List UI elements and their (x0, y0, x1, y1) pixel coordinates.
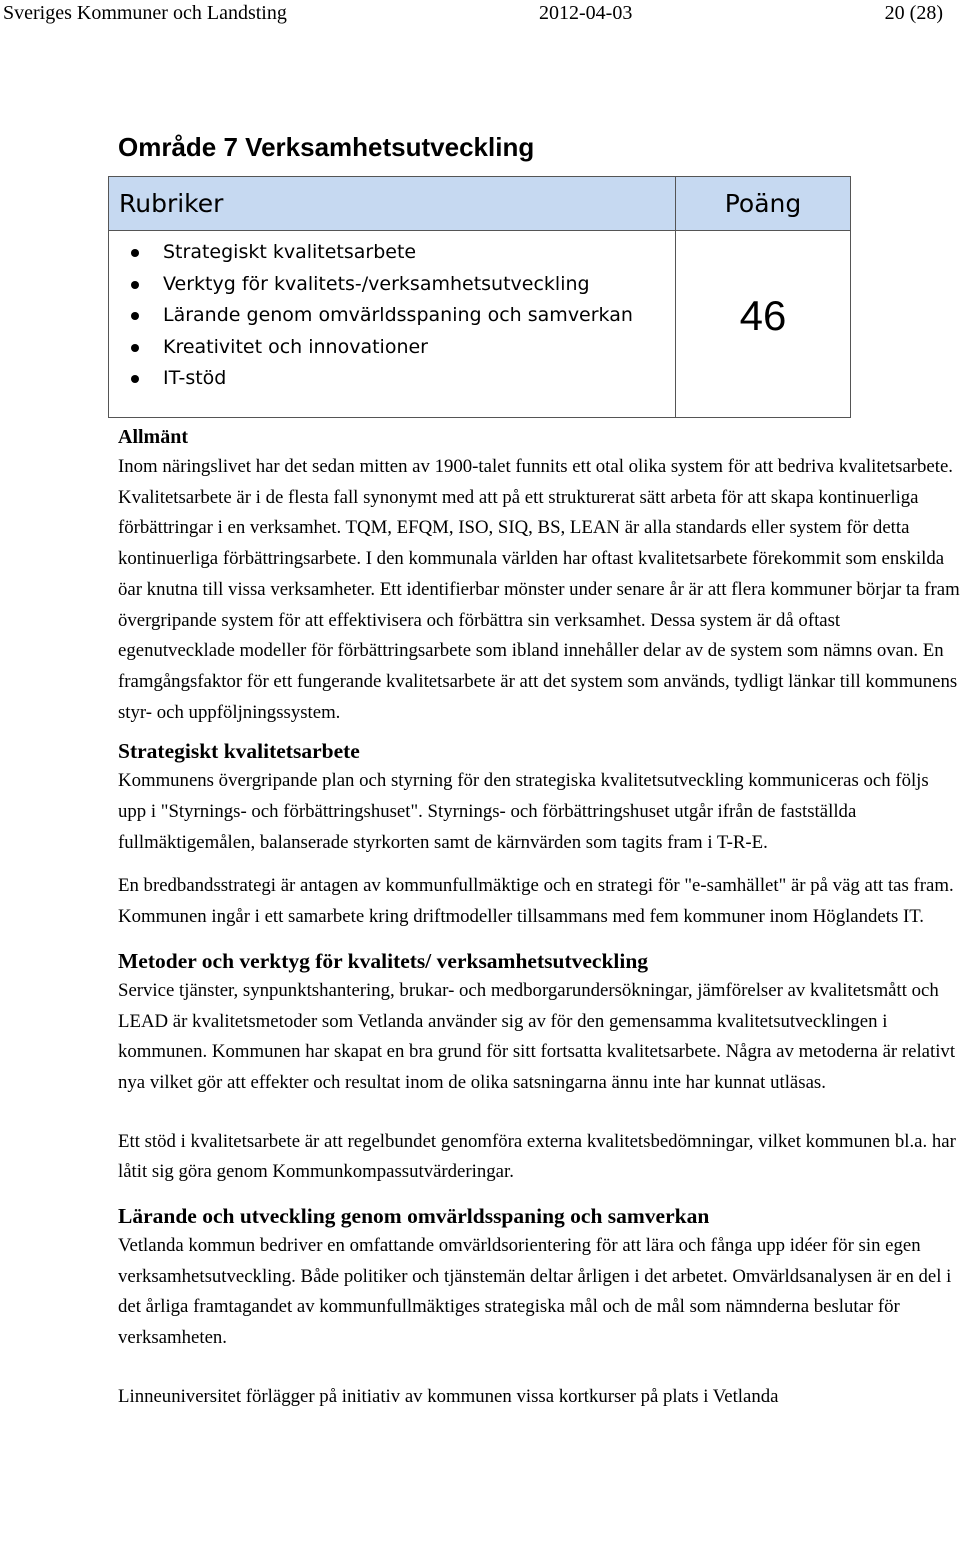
paragraph-strategiskt-2: En bredbandsstrategi är antagen av kommunfullmäktige och en strategi för "e-samhället" är på väg att tas fram. Kommunen ingår i ett samarbete kring driftmodeller tillsammans med fem kommuner inom Höglandets IT. (118, 875, 954, 928)
header-organization: Sveriges Kommuner och Landsting (3, 2, 287, 24)
heading-metoder: Metoder och verktyg för kvalitets/ verksamhetsutveckling (118, 948, 649, 973)
points-value: 46 (676, 231, 851, 418)
list-item (163, 300, 675, 332)
paragraph-strategiskt-1: Kommunens övergripande plan och styrning för den strategiska kvalitetsutveckling kommuniceras och följs upp i "Styrnings- och förbättringshuset". Styrnings- och förbättringshuset utgår ifrån de fastställda fullmäktigemålen, balanserade styrkorten samt de kärnvärden som tagits fram i T-R-E. (118, 770, 929, 853)
list-item (163, 269, 675, 301)
score-table-body-row (109, 231, 851, 418)
header-date: 2012-04-03 (539, 2, 633, 24)
bullet-icon (131, 312, 139, 320)
section-title: Område 7 Verksamhetsutveckling (118, 132, 535, 162)
list-item-text: Strategiskt kvalitetsarbete (163, 241, 417, 263)
heading-strategiskt: Strategiskt kvalitetsarbete (118, 739, 360, 764)
rubriker-list (109, 237, 675, 395)
bullet-icon (131, 281, 139, 289)
list-item (163, 363, 675, 395)
bullet-icon (131, 375, 139, 383)
score-table-header-row (109, 177, 851, 231)
score-table (108, 176, 851, 418)
rubriker-cell (109, 231, 676, 418)
paragraph-metoder-2: Ett stöd i kvalitetsarbete är att regelbundet genomföra externa kvalitetsbedömningar, vilket kommunen bl.a. har låtit sig göra genom Kommunkompassutvärderingar. (118, 1130, 956, 1183)
paragraph-larande-1: Vetlanda kommun bedriver en omfattande omvärldsorientering för att lära och fånga upp idéer för sin egen verksamhetsutveckling. Både politiker och tjänstemän deltar årligen i det arbetet. Omvärldsanalysen är en del i det årliga framtagandet av kommunfullmäktiges strategiska mål och de mål som nämnderna beslutar för verksamheten. (118, 1235, 952, 1349)
heading-allmant: Allmänt (118, 426, 188, 448)
bullet-icon (131, 344, 139, 352)
list-item-text: Verktyg för kvalitets-/verksamhetsutveckling (163, 272, 590, 295)
list-item-text: Kreativitet och innovationer (163, 335, 428, 358)
column-header-rubriker: Rubriker (109, 177, 676, 231)
list-item-text: IT-stöd (163, 367, 227, 389)
heading-larande: Lärande och utveckling genom omvärldsspaning och samverkan (118, 1204, 710, 1229)
page-header (0, 0, 960, 26)
list-item-text: Lärande genom omvärldsspaning och samverkan (163, 304, 633, 326)
header-page-number: 20 (28) (884, 2, 943, 24)
column-header-poang: Poäng (676, 177, 851, 231)
list-item (163, 332, 675, 364)
bullet-icon (131, 249, 139, 257)
paragraph-larande-2: Linneuniversitet förlägger på initiativ av kommunen vissa kortkurser på plats i Vetlanda (118, 1385, 779, 1407)
paragraph-metoder-1: Service tjänster, synpunktshantering, brukar- och medborgarundersökningar, jämförelser av kvalitetsmått och LEAD är kvalitetsmetoder som Vetlanda använder sig av för den gemensamma kvalitetsutvecklingen i kommunen. Kommunen har skapat en bra grund för sitt fortsatta kvalitetsarbete. Några av metoderna är relativt nya vilket gör att effekter och resultat inom de olika satsningarna ännu inte har kunnat utläsas. (118, 979, 956, 1093)
list-item (163, 237, 675, 269)
document-body (118, 422, 960, 1413)
paragraph-allmant: Inom näringslivet har det sedan mitten av 1900-talet funnits ett otal olika system för att bedriva kvalitetsarbete. Kvalitetsarbete är i de flesta fall synonymt med att på ett strukturerat sätt arbeta för att skapa kontinuerliga förbättringar i en verksamhet. TQM, EFQM, ISO, SIQ, BS, LEAN är alla standards eller system för detta kontinuerliga förbättringsarbete. I den kommunala världen har oftast kvalitetsarbete förekommit som enskilda öar knutna till vissa verksamheter. Ett identifierbar mönster under senare år är att flera kommuner börjar ta fram övergripande system för att effektivisera och förbättra sin verksamhet. Dessa system är då oftast egenutvecklade modeller för förbättringsarbete som ibland innehåller delar av de system som nämns ovan. En framgångsfaktor för ett fungerande kvalitetsarbete är att det system som används, tydligt länkar till kommunens styr- och uppföljningssystem. (118, 456, 960, 723)
